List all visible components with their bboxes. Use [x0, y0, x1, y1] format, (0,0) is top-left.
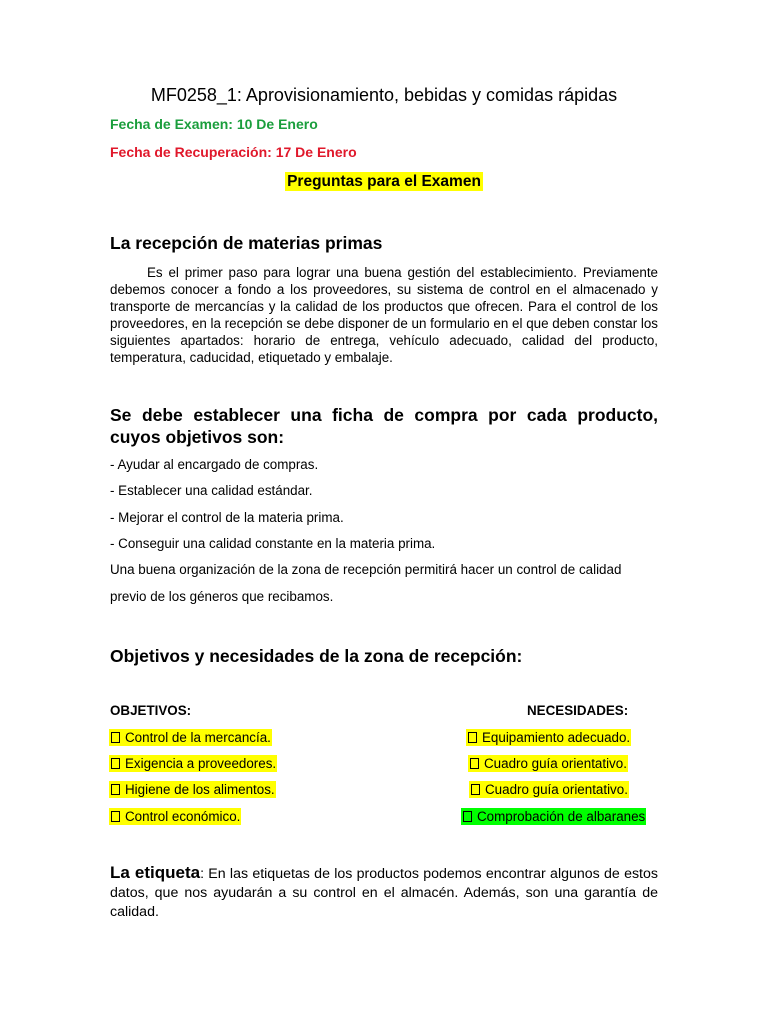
checkbox-icon	[468, 732, 477, 743]
closing-line-2: previo de los géneros que recibamos.	[110, 589, 334, 604]
label-title: La etiqueta	[110, 863, 201, 882]
reception-paragraph: Es el primer paso para lograr una buena gestión del establecimiento. Previamente debemos conocer a fondo a los proveedores, su sistema de control en el almacenado y transporte de mercancías y la calidad de los productos que ofrecen. Para el control de los proveedores, en la recepción se debe disponer de un formulario en el que deben constar los siguientes apartados: horario de entrega, vehículo adecuado, calidad del producto, temperatura, caducidad, etiquetado y embalaje.	[110, 265, 658, 365]
checkbox-icon	[111, 758, 120, 769]
need-item	[468, 755, 628, 773]
checkbox-icon	[470, 758, 479, 769]
need-label: Comprobación de albaranes	[477, 809, 646, 824]
objective-item	[109, 781, 276, 799]
objective-item	[109, 729, 272, 747]
need-item	[461, 808, 646, 826]
exam-date: Fecha de Examen: 10 De Enero	[110, 116, 318, 132]
purchase-sheet-heading: Se debe establecer una ficha de compra por cada producto, cuyos objetivos son:	[110, 405, 658, 447]
reception-heading: La recepción de materias primas	[110, 233, 383, 253]
need-label: Cuadro guía orientativo.	[485, 782, 628, 797]
need-label: Equipamiento adecuado.	[482, 730, 631, 745]
label-paragraph	[110, 863, 658, 922]
objective-label: Exigencia a proveedores.	[125, 756, 277, 771]
checkbox-icon	[463, 811, 472, 822]
checkbox-icon	[111, 784, 120, 795]
list-item: - Mejorar el control de la materia prima.	[110, 510, 344, 525]
needs-header: NECESIDADES:	[527, 703, 629, 718]
objective-label: Higiene de los alimentos.	[125, 782, 275, 797]
closing-line-1: Una buena organización de la zona de recepción permitirá hacer un control de calidad	[110, 562, 622, 577]
objective-label: Control económico.	[125, 809, 241, 824]
checkbox-icon	[471, 784, 480, 795]
list-item: - Establecer una calidad estándar.	[110, 483, 313, 498]
list-item: - Conseguir una calidad constante en la materia prima.	[110, 536, 436, 551]
need-highlight	[468, 755, 628, 772]
objective-item	[109, 755, 277, 773]
questions-title-wrap	[0, 173, 768, 191]
list-item: - Ayudar al encargado de compras.	[110, 457, 319, 472]
questions-title: Preguntas para el Examen	[287, 173, 481, 190]
document-title: MF0258_1: Aprovisionamiento, bebidas y comidas rápidas	[150, 85, 618, 105]
reception-zone-heading: Objetivos y necesidades de la zona de recepción:	[110, 646, 523, 666]
objective-label: Control de la mercancía.	[125, 730, 271, 745]
label-text: : En las etiquetas de los productos podemos encontrar algunos de estos datos, que nos ayudarán a su control en el almacén. Además, son una garantía de calidad.	[110, 866, 658, 920]
need-label: Cuadro guía orientativo.	[484, 756, 627, 771]
need-highlight	[469, 781, 629, 798]
objective-highlight	[109, 729, 272, 746]
checkbox-icon	[111, 732, 120, 743]
need-item	[469, 781, 629, 799]
objective-highlight	[109, 781, 276, 798]
need-item	[466, 729, 631, 747]
checkbox-icon	[111, 811, 120, 822]
objective-highlight	[109, 755, 277, 772]
recovery-date: Fecha de Recuperación: 17 De Enero	[110, 144, 357, 160]
objectives-header: OBJETIVOS:	[110, 703, 192, 718]
need-highlight	[461, 808, 646, 825]
objective-item	[109, 808, 241, 826]
objective-highlight	[109, 808, 241, 825]
need-highlight	[466, 729, 631, 746]
